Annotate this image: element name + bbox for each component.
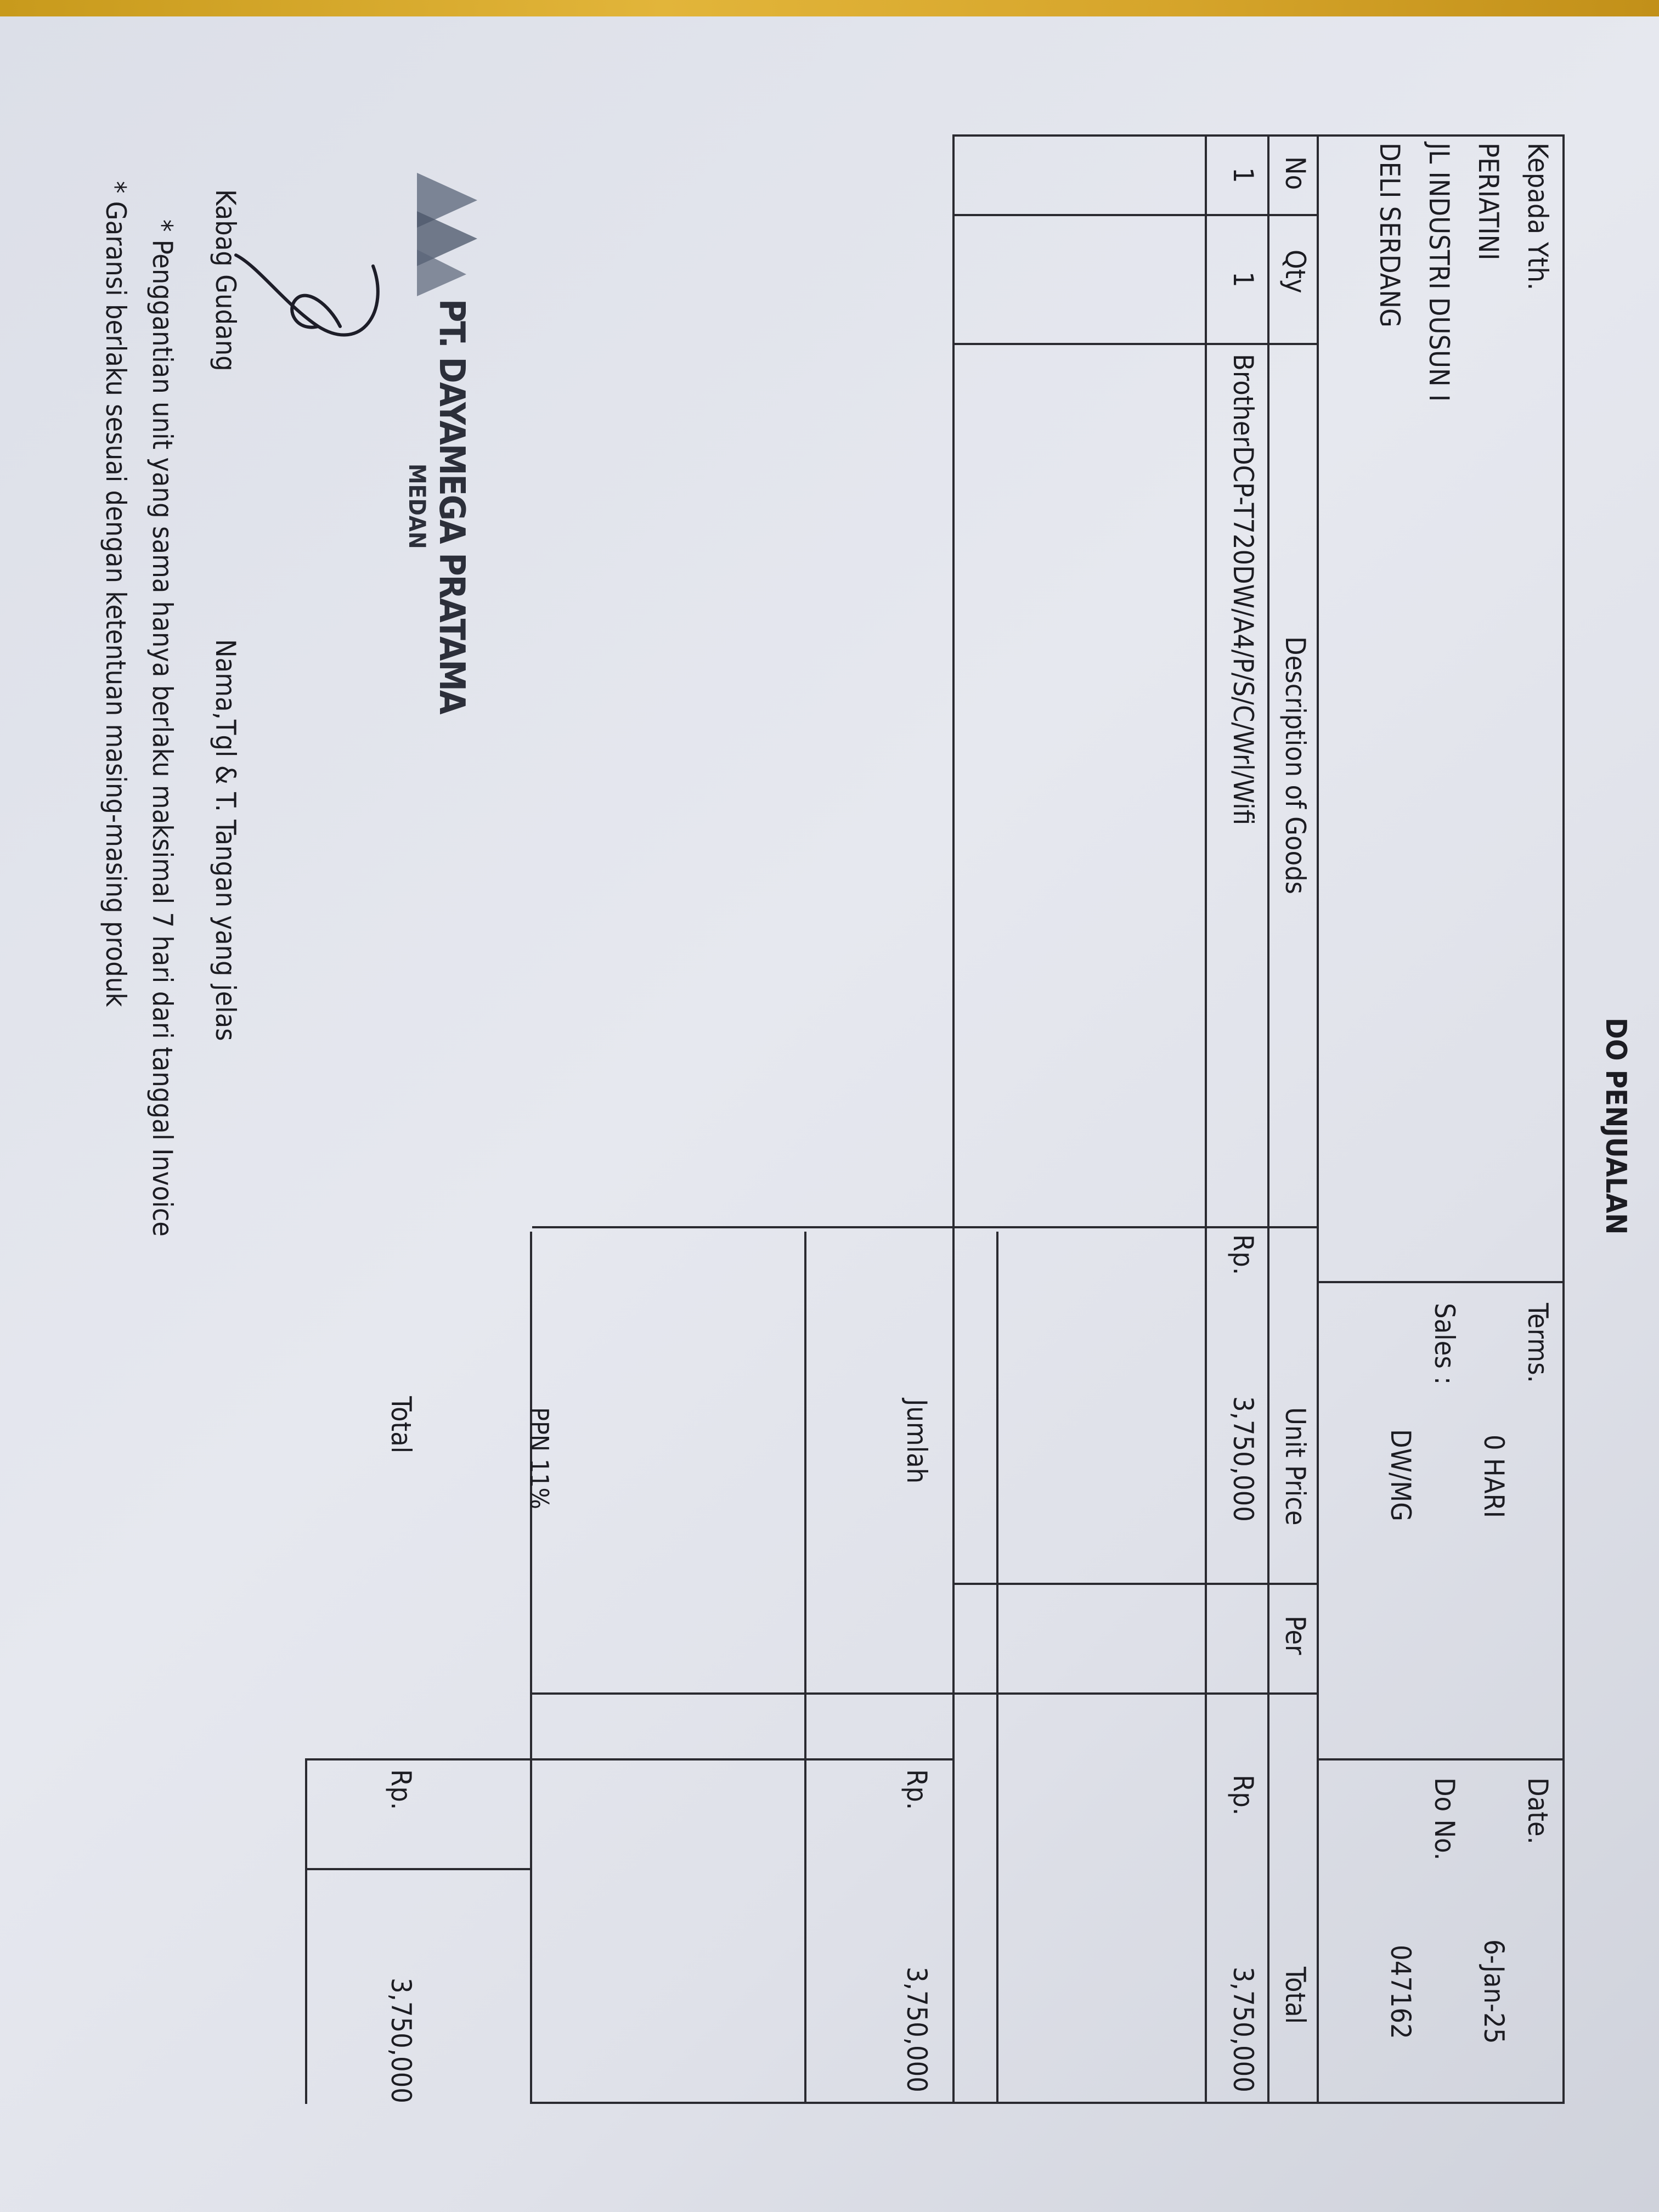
- total-label: Total: [385, 1396, 417, 1454]
- paper-sheet: [0, 16, 1659, 2212]
- recipient-name: PERIATINI: [1472, 143, 1504, 261]
- total-currency: Rp.: [385, 1769, 417, 1810]
- handwritten-signature: [230, 244, 395, 365]
- row-1-currency: Rp.: [1227, 1234, 1259, 1276]
- jumlah-value: 3,750,000: [901, 1967, 933, 2092]
- document-title: DO PENJUALAN: [1599, 1018, 1632, 1235]
- recipient-address-2: DELI SERDANG: [1374, 143, 1406, 328]
- sales-label: Sales :: [1429, 1303, 1460, 1385]
- note-1: * Penggantian unit yang sama hanya berlaku maksimal 7 hari dari tanggal Invoice: [146, 219, 178, 1237]
- ppn-label: PPN 11%: [524, 1407, 554, 1509]
- header-qty: Qty: [1279, 250, 1311, 294]
- row-1-unit-price: 3,750,000: [1227, 1396, 1259, 1522]
- header-total: Total: [1279, 1967, 1311, 2024]
- recipient-label: Kepada Yth.: [1522, 143, 1554, 291]
- header-per: Per: [1279, 1616, 1311, 1655]
- jumlah-currency: Rp.: [901, 1769, 933, 1810]
- company-logo-icon: [411, 167, 483, 299]
- signature-right-label: Nama,Tgl & T. Tangan yang jelas: [210, 639, 241, 1041]
- row-1-total-currency: Rp.: [1227, 1775, 1259, 1816]
- sales-value: DW/MG: [1385, 1429, 1417, 1521]
- company-name: PT. DAYAMEGA PRATAMA: [431, 299, 472, 714]
- terms-value: 0 HARI: [1478, 1435, 1510, 1519]
- do-number-label: Do No.: [1429, 1778, 1460, 1861]
- row-1-description: BrotherDCP-T720DW/A4/P/S/C/Wrl/Wifi: [1227, 354, 1259, 826]
- jumlah-label: Jumlah: [901, 1399, 933, 1484]
- row-1-qty: 1: [1227, 272, 1259, 287]
- company-city: MEDAN: [404, 464, 431, 549]
- header-description: Description of Goods: [1279, 636, 1311, 894]
- note-2: * Garansi berlaku sesuai dengan ketentuan masing-masing produk: [100, 181, 132, 1007]
- delivery-order-document: [99, 69, 1646, 2126]
- date-value: 6-Jan-25: [1478, 1939, 1510, 2044]
- do-number-value: 047162: [1385, 1945, 1417, 2039]
- row-1-no: 1: [1227, 167, 1259, 183]
- terms-label: Terms.: [1522, 1303, 1554, 1383]
- grand-total-value: 3,750,000: [385, 1978, 417, 2103]
- header-no: No: [1279, 156, 1311, 190]
- row-1-total: 3,750,000: [1227, 1967, 1259, 2092]
- header-unit-price: Unit Price: [1279, 1407, 1311, 1526]
- date-label: Date.: [1522, 1778, 1554, 1844]
- signature-left-label: Kabag Gudang: [210, 189, 241, 371]
- recipient-address-1: JL INDUSTRI DUSUN I: [1423, 143, 1455, 402]
